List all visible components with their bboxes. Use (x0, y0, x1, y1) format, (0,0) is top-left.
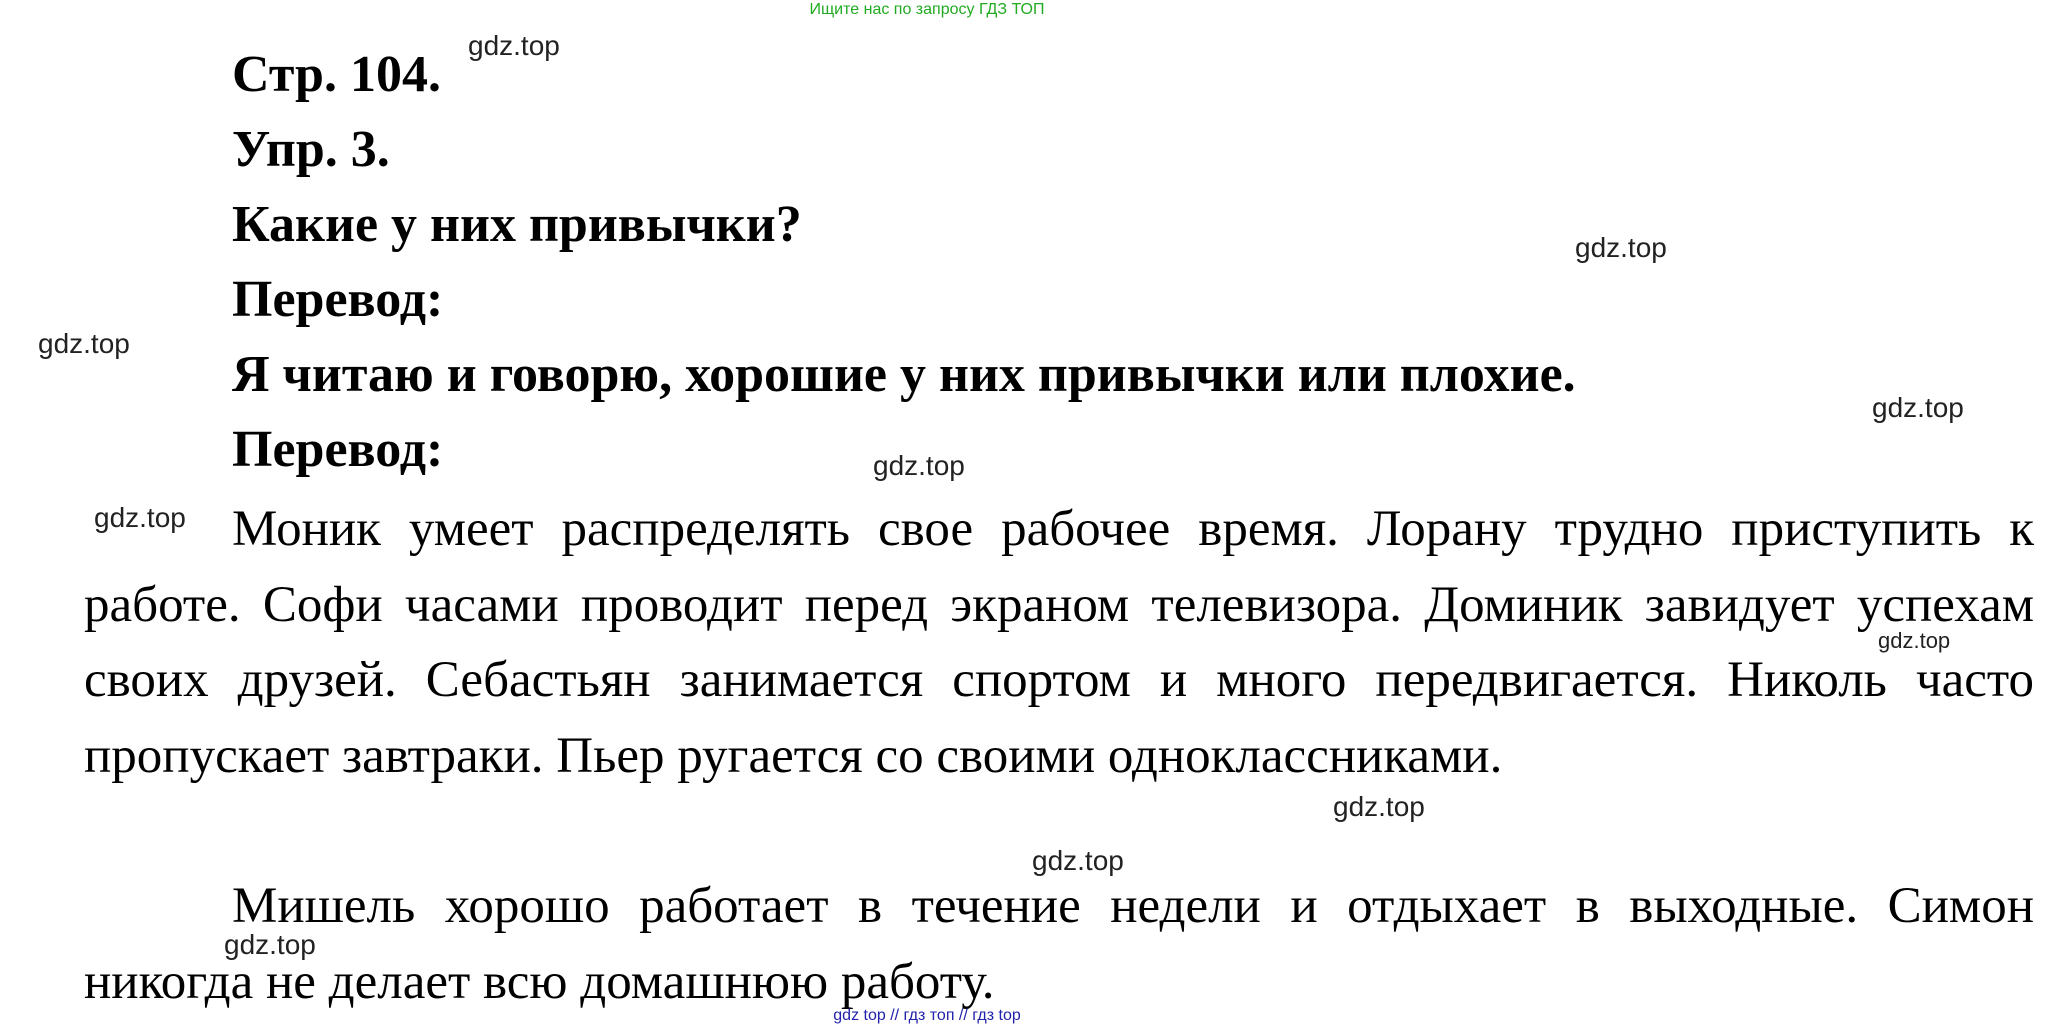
watermark: gdz.top (1872, 392, 1964, 423)
watermark: gdz.top (1878, 628, 1951, 653)
translation-paragraph-2: Мишель хорошо работает в течение недели и отдыхает в выходные. Симон никогда не делает всю домашнюю работу. (84, 878, 2034, 1010)
bottom-banner: gdz top // гдз топ // гдз top (833, 1007, 1021, 1024)
watermark: gdz.top (468, 30, 560, 61)
watermark: gdz.top (38, 328, 130, 359)
watermark: gdz.top (1032, 845, 1124, 876)
instruction-heading: Я читаю и говорю, хорошие у них привычки или плохие. (232, 346, 1576, 403)
page-number-heading: Стр. 104. (232, 46, 441, 103)
watermark: gdz.top (224, 929, 316, 960)
translation-paragraph-1: Моник умеет распределять свое рабочее время. Лорану трудно приступить к работе. Софи часами проводит перед экраном телевизора. Доминик завидует успехам своих друзей. Себастьян занимается спортом и много передвигается. Николь часто пропускает завтраки. Пьер ругается со своими одноклассниками. (84, 501, 2034, 784)
translation-label-1: Перевод: (232, 271, 444, 328)
watermark: gdz.top (1333, 791, 1425, 822)
watermark: gdz.top (1575, 232, 1667, 263)
exercise-number-heading: Упр. 3. (232, 121, 390, 178)
watermark: gdz.top (94, 502, 186, 533)
top-banner: Ищите нас по запросу ГДЗ ТОП (809, 1, 1045, 18)
question-heading: Какие у них привычки? (232, 196, 802, 253)
translation-label-2: Перевод: (232, 421, 444, 478)
watermark: gdz.top (873, 450, 965, 481)
